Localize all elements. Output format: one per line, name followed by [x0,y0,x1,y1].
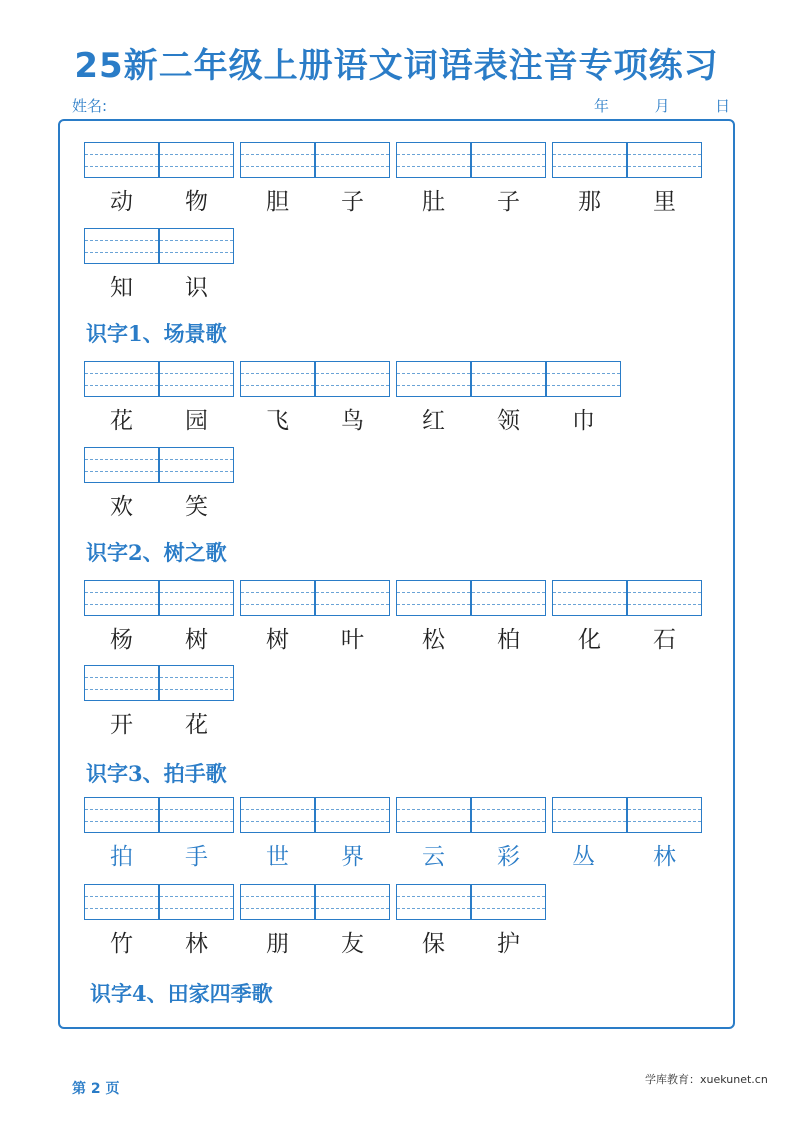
pinyin-box[interactable] [159,665,234,701]
pinyin-box[interactable] [84,447,159,483]
year-label: 年 [594,97,610,115]
hanzi: 知 [110,275,133,301]
hanzi: 巾 [572,408,595,434]
day-label: 日 [715,97,731,115]
hanzi: 那 [578,189,601,215]
hanzi: 笑 [185,494,208,520]
hanzi: 识 [185,275,208,301]
pinyin-box[interactable] [240,580,315,616]
hanzi: 护 [497,931,520,957]
pinyin-box[interactable] [240,797,315,833]
hanzi: 物 [185,189,208,215]
pinyin-box[interactable] [627,580,702,616]
pinyin-box[interactable] [84,797,159,833]
hanzi: 子 [497,189,520,215]
pinyin-box[interactable] [471,797,546,833]
site-watermark: 学库教育：xuekunet.cn [645,1073,768,1086]
hanzi: 友 [341,931,364,957]
pinyin-box[interactable] [315,142,390,178]
hanzi: 云 [422,844,445,870]
pinyin-box[interactable] [471,580,546,616]
pinyin-box[interactable] [84,228,159,264]
hanzi: 树 [185,627,208,653]
hanzi: 杨 [110,627,133,653]
pinyin-box[interactable] [546,361,621,397]
hanzi: 动 [110,189,133,215]
name-label: 姓名: [72,97,108,115]
pinyin-box[interactable] [159,884,234,920]
pinyin-box[interactable] [84,884,159,920]
hanzi: 领 [497,408,520,434]
hanzi: 花 [110,408,133,434]
pinyin-box[interactable] [84,361,159,397]
hanzi: 里 [653,189,676,215]
pinyin-box[interactable] [84,580,159,616]
pinyin-box[interactable] [627,142,702,178]
hanzi: 石 [653,627,676,653]
hanzi: 竹 [110,931,133,957]
pinyin-box[interactable] [84,665,159,701]
hanzi: 红 [422,408,445,434]
pinyin-box[interactable] [159,142,234,178]
hanzi: 飞 [266,408,289,434]
pinyin-box[interactable] [315,361,390,397]
pinyin-box[interactable] [552,142,627,178]
pinyin-box[interactable] [552,797,627,833]
hanzi: 世 [266,844,289,870]
hanzi: 园 [185,408,208,434]
hanzi: 欢 [110,494,133,520]
section-heading-3: 识字3、拍手歌 [86,761,227,786]
section-heading-2: 识字2、树之歌 [86,540,227,565]
hanzi: 开 [110,712,133,738]
hanzi: 保 [422,931,445,957]
pinyin-box[interactable] [240,142,315,178]
hanzi: 彩 [497,844,520,870]
hanzi: 胆 [266,189,289,215]
section-heading-1: 识字1、场景歌 [86,321,227,346]
pinyin-box[interactable] [159,228,234,264]
hanzi: 松 [422,627,445,653]
hanzi: 林 [185,931,208,957]
hanzi: 林 [653,844,676,870]
pinyin-box[interactable] [240,884,315,920]
pinyin-box[interactable] [315,580,390,616]
pinyin-box[interactable] [315,797,390,833]
hanzi: 界 [341,844,364,870]
pinyin-box[interactable] [396,884,471,920]
section-heading-4: 识字4、田家四季歌 [90,981,273,1006]
hanzi: 丛 [572,844,595,870]
hanzi: 树 [266,627,289,653]
pinyin-box[interactable] [552,580,627,616]
hanzi: 子 [341,189,364,215]
pinyin-box[interactable] [315,884,390,920]
hanzi: 肚 [422,189,445,215]
pinyin-box[interactable] [84,142,159,178]
hanzi: 手 [185,844,208,870]
pinyin-box[interactable] [396,361,471,397]
page-title: 25新二年级上册语文词语表注音专项练习 [74,46,719,86]
pinyin-box[interactable] [159,447,234,483]
pinyin-box[interactable] [471,361,546,397]
pinyin-box[interactable] [159,797,234,833]
pinyin-box[interactable] [471,884,546,920]
page-number: 第 2 页 [72,1081,120,1097]
hanzi: 朋 [266,931,289,957]
pinyin-box[interactable] [159,580,234,616]
month-label: 月 [654,97,670,115]
hanzi: 鸟 [341,408,364,434]
pinyin-box[interactable] [396,580,471,616]
hanzi: 柏 [497,627,520,653]
pinyin-box[interactable] [471,142,546,178]
pinyin-box[interactable] [159,361,234,397]
date-labels [594,95,730,116]
hanzi: 花 [185,712,208,738]
hanzi: 化 [578,627,601,653]
hanzi: 叶 [341,627,364,653]
pinyin-box[interactable] [240,361,315,397]
hanzi: 拍 [110,844,133,870]
pinyin-box[interactable] [396,142,471,178]
pinyin-box[interactable] [627,797,702,833]
pinyin-box[interactable] [396,797,471,833]
